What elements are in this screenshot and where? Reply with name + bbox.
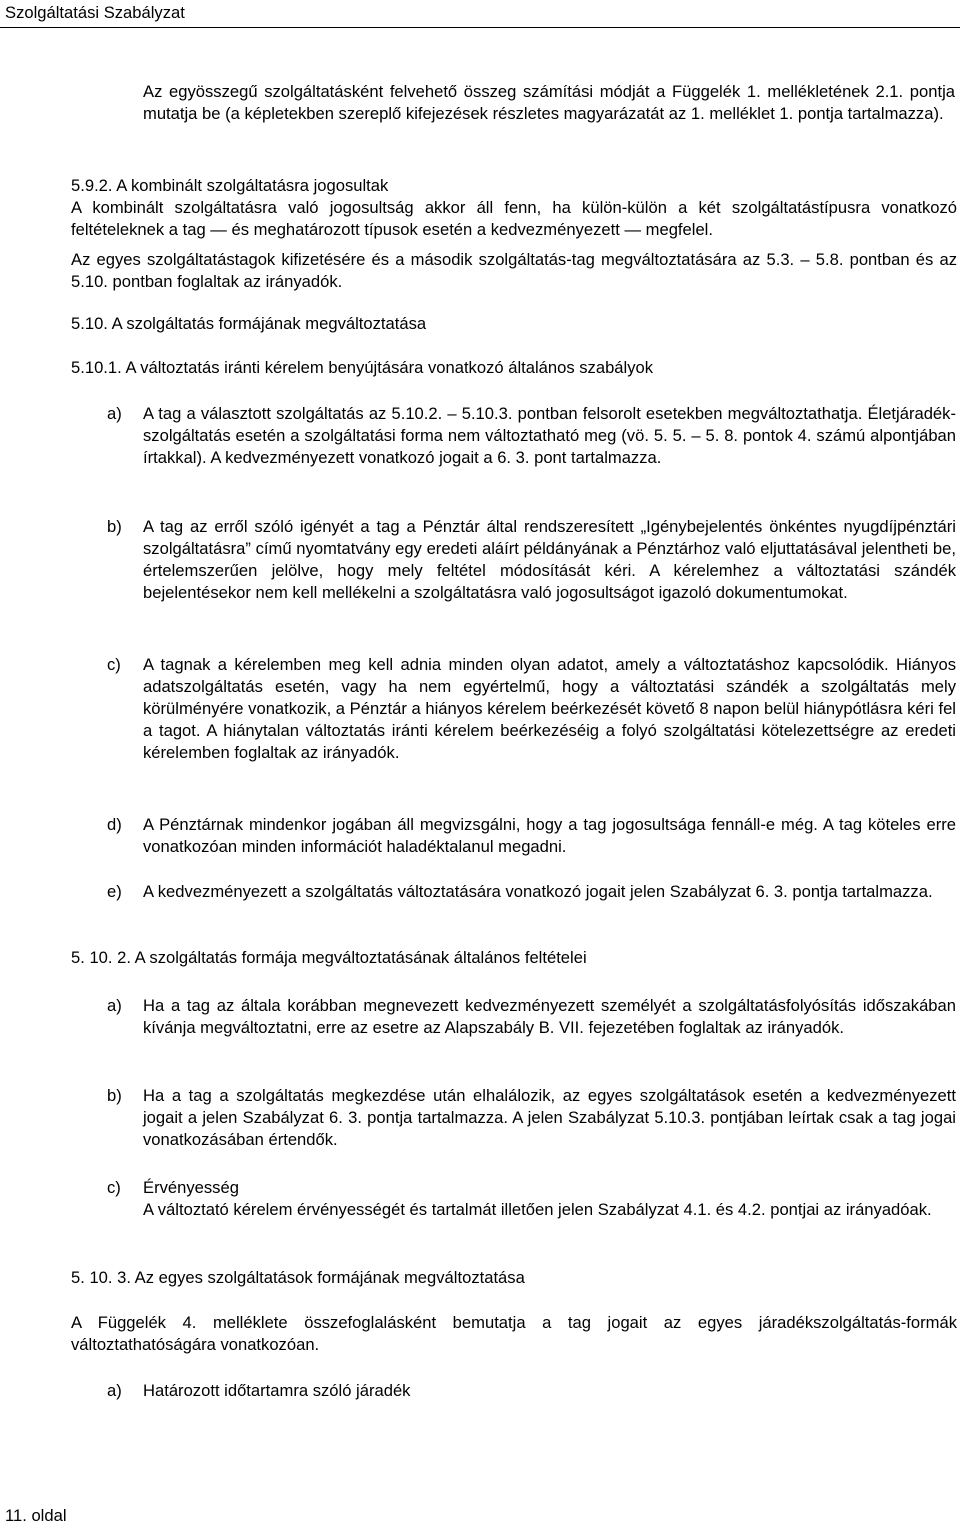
page-number: 11. oldal xyxy=(5,1506,67,1525)
list-item-text: A tagnak a kérelemben meg kell adnia minden olyan adatot, amely a változtatáshoz kapcsolódik. Hiányos adatszolgáltatás esetén, vagy ha nem egyértelmű, hogy a változtatási szándék a szolgáltatás mely körülményére vonatkozik, a Pénztár a hiányos kérelem beérkezését követő 8 napon belül hiánypótlásra kéri fel a tagot. A hiánytalan változtatás iránti kérelem beérkezéséig a folyó szolgáltatási kötelezettségre az eredeti kérelemben foglaltak az irányadók. xyxy=(143,655,956,762)
list-item-text: A tag az erről szóló igényét a tag a Pénztár által rendszeresített „Igénybejelentés önkéntes nyugdíjpénztári szolgáltatásra” című nyomtatvány egy eredeti aláírt példányának a Pénztárhoz való eljuttatásával jelentheti be, értelemszerűen jelölve, hogy mely feltétel módosítását kéri. A kérelemhez a változtatási szándék bejelentésekor nem kell mellékelni a szolgáltatásra való jogosultságot igazoló dokumentumokat. xyxy=(143,517,956,602)
list-item-text: A tag a választott szolgáltatás az 5.10.2. – 5.10.3. pontban felsorolt esetekben megváltoztathatja. Életjáradék-szolgáltatás esetén a szolgáltatási forma nem változtatható meg (vö. 5. 5. – 5. 8. pontok 4. számú alpontjában írtakkal). A kedvezményezett vonatkozó jogait a 6. 3. pont tartalmazza. xyxy=(143,404,956,467)
list-item-text: Határozott időtartamra szóló járadék xyxy=(143,1381,411,1400)
section-heading-5-10-3: 5. 10. 3. Az egyes szolgáltatások formájának megváltoztatása xyxy=(71,1268,525,1287)
list-item-label: c) xyxy=(107,1178,121,1197)
list-item-label: a) xyxy=(107,404,122,423)
intro-paragraph: Az egyösszegű szolgáltatásként felvehető összeg számítási módját a Függelék 1. mellékletének 2.1. pontja mutatja be (a képletekben szereplő kifejezések részletes magyarázatát az 1. melléklet 1. pontja tartalmazza). xyxy=(143,82,955,123)
list-item-text: A Pénztárnak mindenkor jogában áll megvizsgálni, hogy a tag jogosultsága fennáll-e még. A tag köteles erre vonatkozóan minden információt haladéktalanul megadni. xyxy=(143,815,956,856)
section-heading-5-9-2: 5.9.2. A kombinált szolgáltatásra jogosultak xyxy=(71,176,389,195)
list-item-text: A kedvezményezett a szolgáltatás változtatására vonatkozó jogait jelen Szabályzat 6. 3. pontja tartalmazza. xyxy=(143,882,933,901)
section-5-9-2-paragraph-2: Az egyes szolgáltatástagok kifizetésére és a második szolgáltatás-tag megváltoztatására az 5.3. – 5.8. pontban és az 5.10. pontban foglaltak az irányadók. xyxy=(71,250,957,291)
list-item-label: b) xyxy=(107,517,122,536)
list-item-text: Ha a tag az általa korábban megnevezett kedvezményezett személyét a szolgáltatásfolyósítás időszakában kívánja megváltoztatni, erre az esetre az Alapszabály B. VII. fejezetében foglaltak az irányadók. xyxy=(143,996,956,1037)
list-item-label: d) xyxy=(107,815,122,834)
section-heading-5-10: 5.10. A szolgáltatás formájának megváltoztatása xyxy=(71,314,427,333)
header-rule xyxy=(0,27,960,28)
list-item-text: A változtató kérelem érvényességét és tartalmát illetően jelen Szabályzat 4.1. és 4.2. pontjai az irányadóak. xyxy=(143,1200,932,1219)
list-item-label: b) xyxy=(107,1086,122,1105)
running-header: Szolgáltatási Szabályzat xyxy=(5,3,185,22)
list-item-title: Érvényesség xyxy=(143,1178,239,1197)
list-item-label: a) xyxy=(107,1381,122,1400)
list-item-label: c) xyxy=(107,655,121,674)
list-item-label: a) xyxy=(107,996,122,1015)
section-heading-5-10-1: 5.10.1. A változtatás iránti kérelem benyújtására vonatkozó általános szabályok xyxy=(71,358,654,377)
list-item-label: e) xyxy=(107,882,122,901)
list-item-text: Ha a tag a szolgáltatás megkezdése után elhalálozik, az egyes szolgáltatások esetén a kedvezményezett jogait a jelen Szabályzat 6. 3. pontja tartalmazza. A jelen Szabályzat 5.10.3. pontjában leírtak csak a tag jogai vonatkozásában értendők. xyxy=(143,1086,956,1149)
section-5-9-2-paragraph-1: A kombinált szolgáltatásra való jogosultság akkor áll fenn, ha külön-külön a két szolgáltatástípusra vonatkozó feltételeknek a tag — és meghatározott típusok esetén a kedvezményezett — megfelel. xyxy=(71,198,957,239)
section-5-10-3-paragraph: A Függelék 4. melléklete összefoglalásként bemutatja a tag jogait az egyes járadékszolgáltatás-formák változtathatóságára vonatkozóan. xyxy=(71,1313,957,1354)
section-heading-5-10-2: 5. 10. 2. A szolgáltatás formája megváltoztatásának általános feltételei xyxy=(71,948,587,967)
